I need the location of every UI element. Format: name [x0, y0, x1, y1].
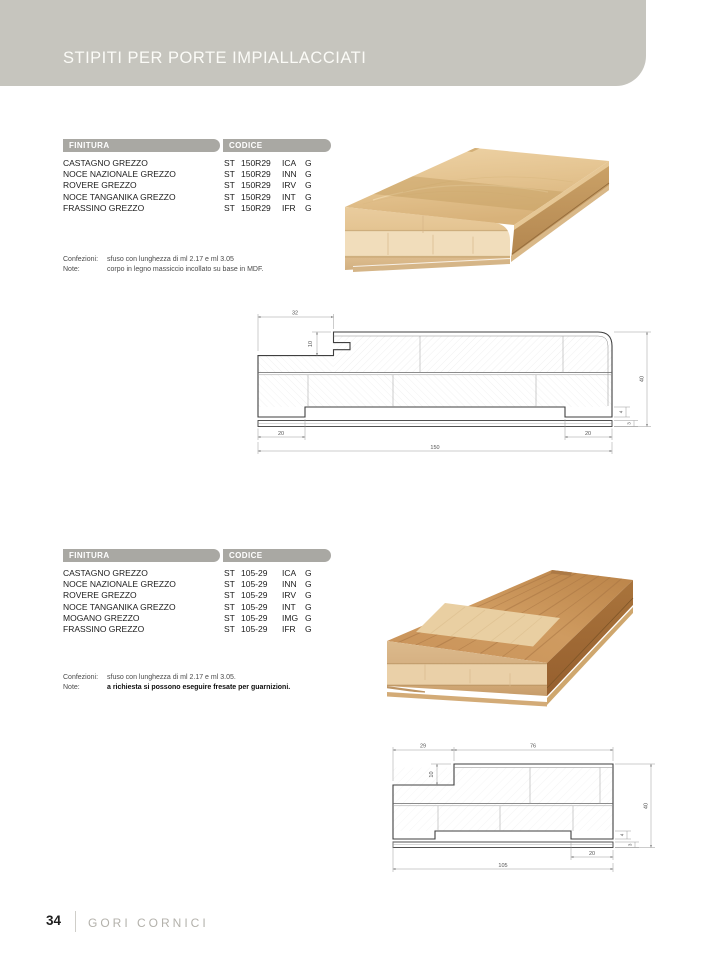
table1-header-finitura — [63, 139, 220, 152]
table-row — [63, 192, 353, 203]
finishes-table-1 — [63, 158, 353, 214]
code-number: 150R29 — [241, 169, 271, 180]
dim-label-height: 40 — [639, 375, 646, 383]
dim-label-top-right: 76 — [529, 743, 537, 750]
codice-header-label: CODICE — [229, 551, 263, 560]
code-prefix: ST — [224, 590, 235, 601]
table-row — [63, 602, 353, 613]
code-prefix: ST — [224, 180, 235, 191]
dim-label-tab-thickness: 4 — [619, 833, 625, 837]
table-row — [63, 158, 353, 169]
codice-header-label: CODICE — [229, 141, 263, 150]
finish-name: MOGANO GREZZO — [63, 612, 140, 623]
dim-label-total-width: 150 — [430, 445, 440, 451]
code-suffix: G — [305, 601, 312, 612]
code-suffix: G — [305, 191, 312, 202]
code-prefix: ST — [224, 158, 235, 168]
code-suffix: G — [305, 568, 312, 578]
dim-label-total-width: 105 — [498, 863, 508, 869]
dim-label-base-thickness: 3 — [626, 422, 632, 425]
page-number: 34 — [46, 913, 62, 928]
brand-logo: GORI CORNICI — [88, 916, 209, 930]
note-line — [63, 265, 263, 275]
code-finish: INN — [282, 169, 297, 180]
table1-header-codice — [223, 139, 331, 152]
profile-body — [393, 764, 613, 848]
dim-label-step-height: 10 — [429, 771, 435, 778]
code-finish: IRV — [282, 590, 297, 601]
note-text: corpo in legno massiccio incollato su base in MDF. — [107, 266, 264, 273]
technical-drawing-150 — [248, 303, 660, 463]
finish-name: ROVERE GREZZO — [63, 590, 137, 601]
product-render-stipite-105 — [370, 553, 660, 731]
note-label: Note: — [63, 684, 80, 691]
finish-name: NOCE NAZIONALE GREZZO — [63, 169, 176, 180]
dim-label-tab-right: 20 — [584, 431, 592, 437]
confezioni-text: sfuso con lunghezza di ml 2.17 e ml 3.05. — [107, 674, 236, 681]
finish-name: NOCE TANGANIKA GREZZO — [63, 191, 176, 202]
dim-label-tab-left: 20 — [277, 431, 285, 437]
code-suffix: G — [305, 180, 312, 191]
finish-name: CASTAGNO GREZZO — [63, 568, 148, 578]
code-finish: IRV — [282, 180, 297, 191]
code-number: 150R29 — [241, 202, 271, 213]
code-suffix: G — [305, 158, 312, 168]
code-number: 150R29 — [241, 180, 271, 191]
page-title: STIPITI PER PORTE IMPIALLACCIATI — [63, 49, 367, 67]
confezioni-label: Confezioni: — [63, 674, 99, 681]
dim-label-base-thickness: 3 — [627, 843, 633, 847]
dim-label-step-width: 32 — [291, 310, 299, 317]
code-suffix: G — [305, 623, 312, 634]
table-row — [63, 624, 353, 635]
table-row — [63, 169, 353, 180]
code-number: 105-29 — [241, 568, 268, 578]
code-number: 105-29 — [241, 590, 268, 601]
code-finish: INT — [282, 601, 296, 612]
code-finish: INN — [282, 579, 297, 590]
note-label: Note: — [63, 266, 80, 273]
product-render-stipite-150 — [333, 130, 661, 290]
code-number: 150R29 — [241, 191, 271, 202]
table-row — [63, 590, 353, 601]
code-number: 105-29 — [241, 623, 268, 634]
code-finish: ICA — [282, 158, 297, 168]
code-number: 105-29 — [241, 612, 268, 623]
code-finish: IFR — [282, 623, 296, 634]
code-prefix: ST — [224, 601, 235, 612]
dim-label-tab-thickness: 4 — [618, 410, 624, 414]
dim-label-tab-right: 20 — [588, 851, 596, 857]
code-prefix: ST — [224, 579, 235, 590]
finish-name: NOCE NAZIONALE GREZZO — [63, 579, 176, 590]
code-suffix: G — [305, 612, 312, 623]
code-prefix: ST — [224, 191, 235, 202]
confezioni-line — [63, 255, 263, 265]
finitura-header-label: FINITURA — [69, 551, 110, 560]
finish-name: NOCE TANGANIKA GREZZO — [63, 601, 176, 612]
dim-label-step-height: 10 — [308, 340, 314, 348]
code-number: 150R29 — [241, 158, 271, 168]
code-finish: IMG — [282, 612, 299, 623]
code-suffix: G — [305, 590, 312, 601]
code-prefix: ST — [224, 568, 235, 578]
table2-header-finitura — [63, 549, 220, 562]
finish-name: FRASSINO GREZZO — [63, 623, 145, 634]
code-finish: ICA — [282, 568, 297, 578]
confezioni-label: Confezioni: — [63, 256, 99, 263]
code-prefix: ST — [224, 169, 235, 180]
table-row — [63, 613, 353, 624]
header-bar — [0, 0, 646, 86]
code-number: 105-29 — [241, 579, 268, 590]
code-finish: INT — [282, 191, 296, 202]
packaging-notes-1 — [63, 255, 263, 275]
finish-name: FRASSINO GREZZO — [63, 202, 145, 213]
dim-label-step-width: 29 — [419, 743, 427, 750]
confezioni-text: sfuso con lunghezza di ml 2.17 e ml 3.05 — [107, 256, 234, 263]
table2-header-codice — [223, 549, 331, 562]
table-row — [63, 568, 353, 579]
dim-label-height: 40 — [643, 802, 650, 810]
code-prefix: ST — [224, 623, 235, 634]
finish-name: ROVERE GREZZO — [63, 180, 137, 191]
finishes-table-2 — [63, 568, 353, 635]
code-suffix: G — [305, 169, 312, 180]
packaging-notes-2 — [63, 673, 290, 693]
note-line — [63, 683, 290, 693]
code-suffix: G — [305, 579, 312, 590]
footer-divider — [75, 911, 76, 932]
table-row — [63, 180, 353, 191]
confezioni-line — [63, 673, 290, 683]
code-number: 105-29 — [241, 601, 268, 612]
code-suffix: G — [305, 202, 312, 213]
code-prefix: ST — [224, 612, 235, 623]
technical-drawing-105 — [383, 738, 675, 878]
table-row — [63, 203, 353, 214]
finitura-header-label: FINITURA — [69, 141, 110, 150]
code-finish: IFR — [282, 202, 296, 213]
code-prefix: ST — [224, 202, 235, 213]
note-text: a richiesta si possono eseguire fresate per guarnizioni. — [107, 684, 291, 691]
table-row — [63, 579, 353, 590]
finish-name: CASTAGNO GREZZO — [63, 158, 148, 168]
